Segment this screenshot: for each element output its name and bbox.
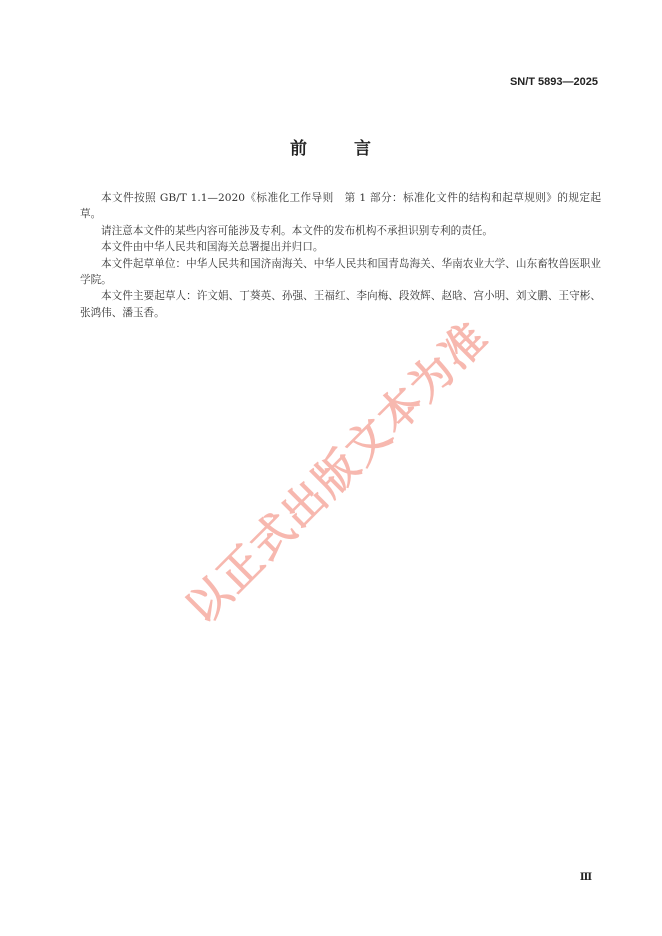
paragraph: 本文件主要起草人：许文娟、丁葵英、孙强、王福红、李向梅、段效辉、赵晗、宫小明、刘文鹏、王守彬、张鸿伟、潘玉香。 [80,290,601,319]
paragraph: 本文件按照 GB/T 1.1—2020《标准化工作导则 第 1 部分：标准化文件的结构和起草规则》的规定起草。 [80,192,601,221]
paragraph: 请注意本文件的某些内容可能涉及专利。本文件的发布机构不承担识别专利的责任。 [101,224,493,237]
page-number: Ⅲ [579,872,592,883]
paragraph: 本文件由中华人民共和国海关总署提出并归口。 [101,241,324,254]
watermark: 以正式出版文本为准 [176,312,499,634]
title-char-2: 言 [354,139,372,159]
foreword-body [80,190,601,321]
standard-code: SN/T 5893—2025 [509,76,598,88]
title-char-1: 前 [290,139,308,159]
section-title [0,134,662,159]
paragraph: 本文件起草单位：中华人民共和国济南海关、中华人民共和国青岛海关、华南农业大学、山东畜牧兽医职业学院。 [80,257,601,287]
